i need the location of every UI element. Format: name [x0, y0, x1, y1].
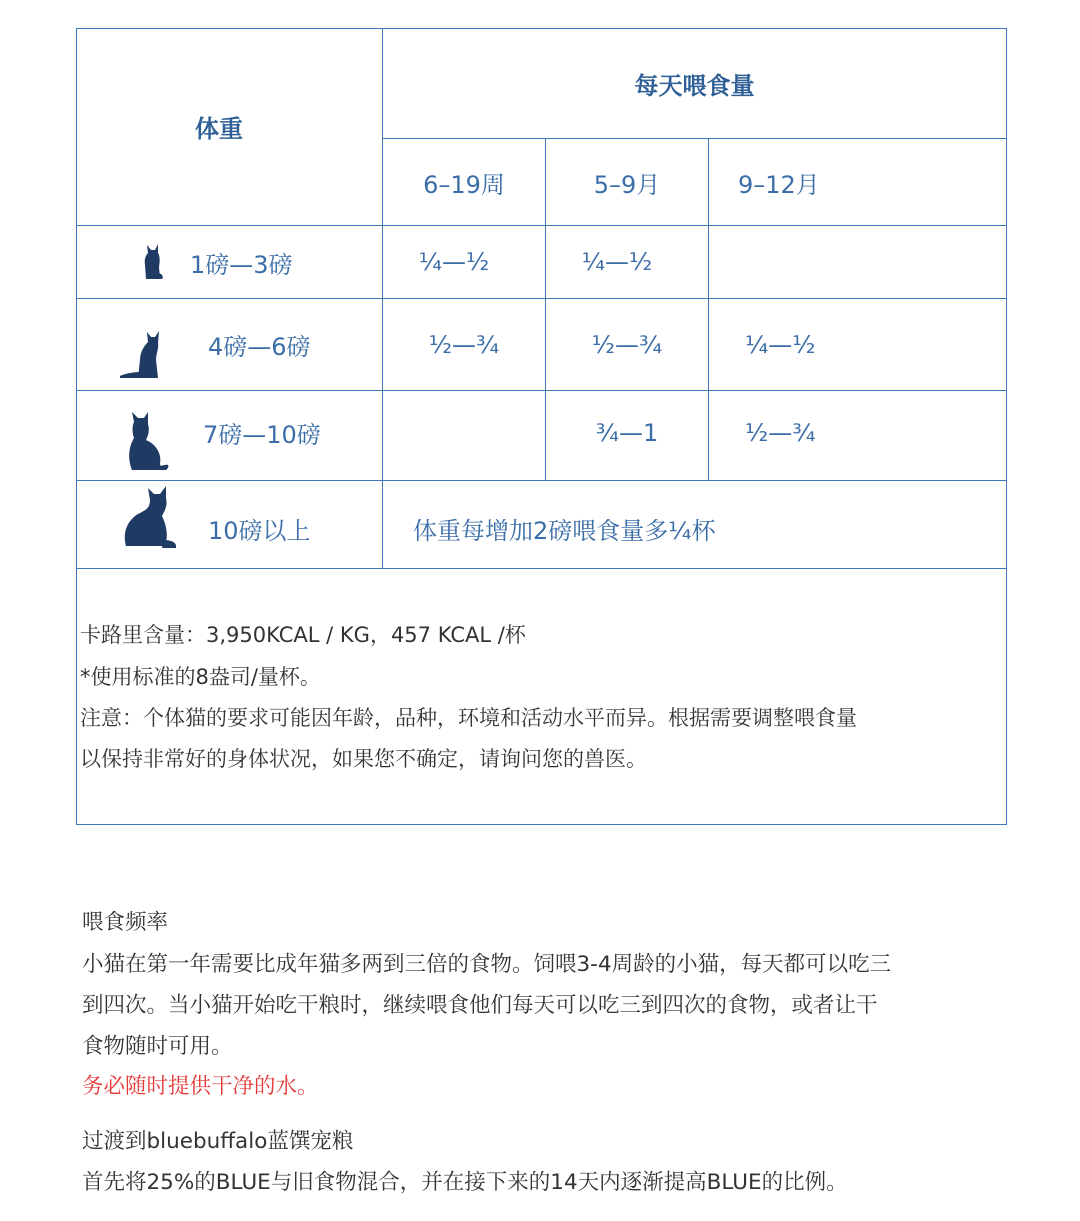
row-1-col-2: ¼—½: [581, 248, 653, 276]
row-1-weight: 1磅—3磅: [190, 250, 293, 279]
transition-text: 首先将25%的BLUE与旧食物混合，并在接下来的14天内逐渐提高BLUE的比例。: [82, 1170, 848, 1195]
row-3-weight: 7磅—10磅: [203, 421, 321, 449]
water-warning: 务必随时提供干净的水。: [82, 1074, 319, 1099]
row-4-weight: 10磅以上: [208, 517, 311, 545]
feeding-frequency-line-1: 小猫在第一年需要比成年猫多两到三倍的食物。饲喂3-4周龄的小猫，每天都可以吃三: [82, 952, 892, 977]
row-1-col-1: ¼—½: [418, 248, 490, 276]
row-2-weight: 4磅—6磅: [208, 333, 311, 361]
feeding-frequency-line-2: 到四次。当小猫开始吃干粮时，继续喂食他们每天可以吃三到四次的食物，或者让干: [82, 993, 878, 1018]
row-3-col-2: ¾—1: [595, 418, 659, 447]
header-age-col-2: 5–9月: [593, 170, 661, 199]
row-2-col-2: ½—¾: [591, 330, 663, 359]
grid-line: [76, 568, 1006, 569]
row-3-col-1: [383, 391, 545, 480]
header-age-col-1: 6–19周: [423, 170, 505, 199]
large-cat-icon: [122, 484, 178, 548]
row-4-merged-note: 体重每增加2磅喂食量多¼杯: [413, 517, 716, 545]
row-2-col-3: ¼—½: [745, 330, 816, 359]
row-1-col-3: [709, 226, 1006, 298]
measuring-cup-note: *使用标准的8盎司/量杯。: [80, 665, 321, 689]
small-kitten-icon: [140, 243, 164, 279]
row-3-col-3: ½—¾: [745, 418, 816, 447]
caution-note-line-1: 注意：个体猫的要求可能因年龄，品种，环境和活动水平而异。根据需要调整喂食量: [80, 706, 857, 730]
feeding-frequency-title: 喂食频率: [82, 910, 169, 935]
transition-title: 过渡到bluebuffalo蓝馔宠粮: [82, 1129, 354, 1154]
row-2-col-1: ½—¾: [428, 330, 500, 359]
calorie-content: 卡路里含量：3,950KCAL / KG，457 KCAL /杯: [80, 623, 526, 647]
header-weight: 体重: [195, 115, 243, 143]
header-daily-amount: 每天喂食量: [634, 71, 755, 100]
caution-note-line-2: 以保持非常好的身体状况，如果您不确定，请询问您的兽医。: [80, 747, 647, 771]
header-age-col-3: 9–12月: [738, 170, 820, 199]
grid-line: [708, 138, 709, 481]
sitting-cat-icon: [126, 412, 170, 470]
feeding-frequency-line-3: 食物随时可用。: [82, 1034, 233, 1059]
sitting-kitten-icon: [118, 328, 160, 378]
